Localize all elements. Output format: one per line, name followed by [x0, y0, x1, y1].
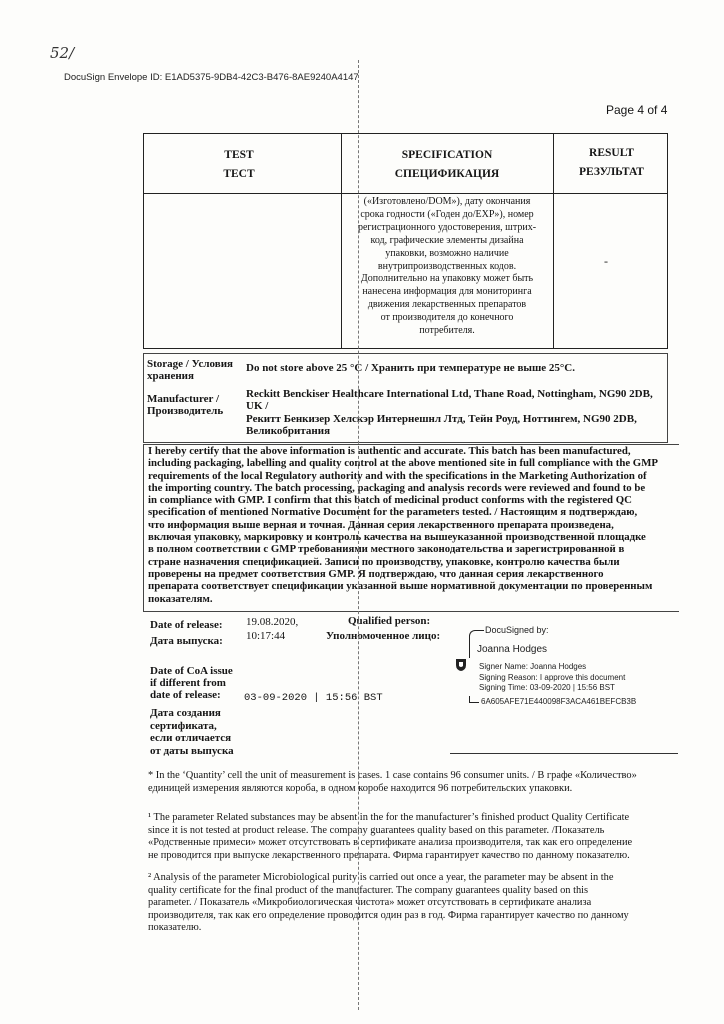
- header-result: RESULT РЕЗУЛЬТАТ: [579, 147, 644, 178]
- coa-label-en: Date of CoA issue if different from date of release:: [150, 665, 233, 701]
- signature-line: [450, 753, 678, 754]
- note-quantity: * In the ‘Quantity’ cell the unit of measurement is cases. 1 case contains 96 consumer units. / В графе «Количество» единицей измерения являются короба, в одном коробе находится 96 потребительских упаковки.: [148, 770, 637, 794]
- docusign-signature-block: [455, 624, 665, 714]
- result-value: -: [604, 254, 608, 268]
- header-test: TEST ТЕСТ: [223, 149, 255, 180]
- docusigned-by-label: DocuSigned by:: [485, 625, 549, 635]
- qualified-person-label: Qualified person:: [348, 615, 431, 627]
- manufacturer-label: Manufacturer / Производитель: [147, 393, 224, 418]
- docusign-shield-icon: [455, 658, 467, 672]
- coa-label-ru: Дата создания сертификата, если отличается от даты выпуска: [150, 707, 234, 757]
- signature-name: Joanna Hodges: [477, 644, 548, 655]
- storage-value: Do not store above 25 °C / Хранить при температуре не выше 25°С.: [246, 362, 575, 374]
- signer-details: Signer Name: Joanna Hodges Signing Reason: I approve this document Signing Time: 03-09-2020 | 15:56 BST: [479, 662, 626, 692]
- note-related-substances: ¹ The parameter Related substances may be absent in the for the manufacturer’s finished product Quality Certificate since it is not tested at product release. The company guarantees quality based on this parameter. /Показатель «Родственные примеси» может отсутствовать в сертификате анализа производителя, так как его определение не проводится при выпуске лекарственного препарата. Фирма гарантирует качество по данному показателю.: [148, 812, 633, 861]
- release-date-value: 19.08.2020, 10:17:44: [246, 616, 299, 642]
- envelope-id: DocuSign Envelope ID: E1AD5375-9DB4-42C3-B476-8AE9240A4147: [64, 72, 359, 83]
- manufacturer-value: Reckitt Benckiser Healthcare International Ltd, Thane Road, Nottingham, NG90 2DB, UK / Рекитт Бенкизер Хелскэр Интернешнл Лтд, Тейн Роуд, Ноттингем, NG90 2DB, Великобритания: [246, 388, 653, 438]
- qualified-person-label-ru: Уполномоченное лицо:: [326, 630, 441, 642]
- specification-table: [143, 133, 668, 349]
- storage-label: Storage / Условия хранения: [147, 358, 233, 383]
- page-number: Page 4 of 4: [606, 103, 668, 117]
- release-date-label: Date of release: Дата выпуска:: [150, 619, 223, 647]
- specification-text: («Изготовлено/DOM»), дату окончания срока годности («Годен до/EXP»), номер регистрационного удостоверения, штрих- код, графические элементы дизайна упаковки, возможно наличие внутрипроизводственных кодов. Дополнительно на упаковку может быть нанесена информация для мониторинга движения лекарственных препаратов от производителя до конечного потребителя.: [357, 196, 537, 337]
- coa-date-value: 03-09-2020 | 15:56 BST: [244, 692, 383, 704]
- header-specification: SPECIFICATION СПЕЦИФИКАЦИЯ: [394, 149, 500, 180]
- docusign-id: 6A605AFE71E440098F3ACA461BEFCB3B: [481, 697, 637, 706]
- note-microbiological-purity: ² Analysis of the parameter Microbiological purity is carried out once a year, the parameter may be absent in the quality certificate for the final product of the manufacturer. The company guarantees quality based on this parameter. / Показатель «Микробиологическая чистота» может отсутствовать в сертификате анализа производителя, так как его определение проводится один раз в год. Фирма гарантирует качество по данному показателю.: [148, 872, 629, 934]
- scan-fold-line: [358, 60, 359, 1010]
- certification-statement: I hereby certify that the above information is authentic and accurate. This batch has been manufactured, including packaging, labelling and quality control at the above mentioned site in full compliance with the GMP requirements of the local Regulatory authority and with the specifications in the Marketing Authorization of the importing country. The batch processing, packaging and analysis records were reviewed and found to be in compliance with GMP. I confirm that this batch of medicinal product conforms with the registered QC specification of mentioned Normative Document for the parameters tested. / Настоящим я подтверждаю, что информация выше верная и точная. Данная серия лекарственного препарата произведена, включая упаковку, маркировку и контроль качества на вышеуказанной производственной площадке в полном соответствии с GMP требованиями местного законодательства и зарегистрированной в стране назначения спецификацией. Записи по производству, упаковке, контролю качества были проверены на предмет соответствия GMP. Я подтверждаю, что данная серия лекарственного препарата соответствует спецификации указанной выше нормативной документации по проверенным показателям.: [148, 445, 658, 605]
- handwritten-page-mark: 52/: [50, 44, 75, 62]
